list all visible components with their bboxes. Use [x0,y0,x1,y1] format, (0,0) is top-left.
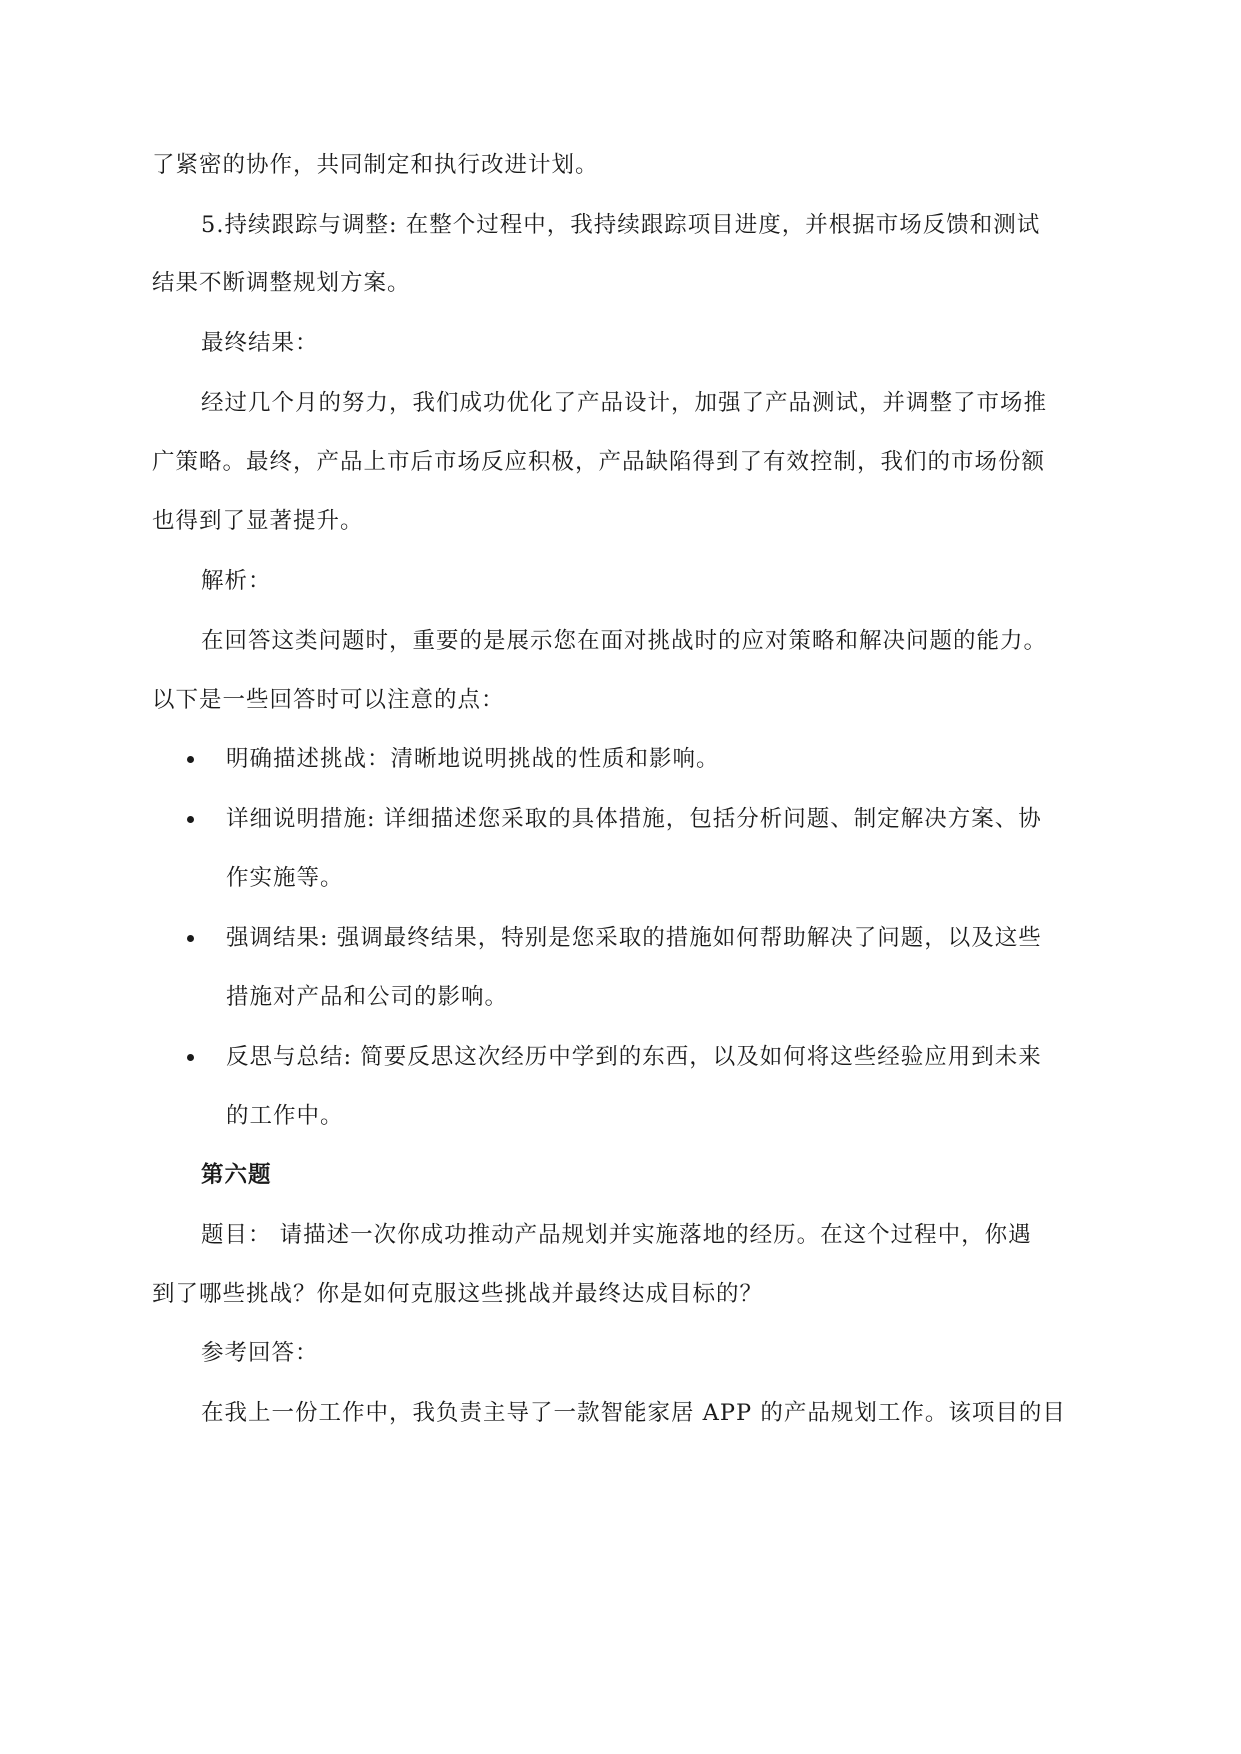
answer-heading: 参考回答： [201,1340,319,1366]
bullet-item: 反思与总结: 简要反思这次经历中学到的东西，以及如何将这些经验应用到未来 [226,1044,1042,1070]
bullet-item: 详细说明措施: 详细描述您采取的具体措施，包括分析问题、制定解决方案、协 [226,806,1042,832]
bullet-item-continuation: 作实施等。 [226,865,344,891]
paragraph-line: 5.持续跟踪与调整: 在整个过程中，我持续跟踪项目进度，并根据市场反馈和测试 [201,212,1041,238]
paragraph-line: 广策略。最终，产品上市后市场反应积极，产品缺陷得到了有效控制，我们的市场份额 [152,449,1046,475]
paragraph-line: 经过几个月的努力，我们成功优化了产品设计，加强了产品测试，并调整了市场推 [201,390,1048,416]
bullet-marker [187,1054,194,1061]
bullet-item-continuation: 的工作中。 [226,1103,344,1129]
paragraph-line: 也得到了显著提升。 [152,508,364,534]
final-result-heading: 最终结果： [201,330,319,356]
question-line: 到了哪些挑战？你是如何克服这些挑战并最终达成目标的？ [152,1281,764,1307]
bullet-item-continuation: 措施对产品和公司的影响。 [226,984,509,1010]
bullet-item: 强调结果: 强调最终结果，特别是您采取的措施如何帮助解决了问题，以及这些 [226,925,1042,951]
bullet-item: 明确描述挑战：清晰地说明挑战的性质和影响。 [226,746,720,772]
section-title: 第六题 [201,1162,272,1188]
bullet-marker [187,756,194,763]
bullet-marker [187,816,194,823]
paragraph-line: 结果不断调整规划方案。 [152,270,411,296]
answer-line: 在我上一份工作中，我负责主导了一款智能家居 APP 的产品规划工作。该项目的目 [201,1400,1066,1426]
paragraph-line: 以下是一些回答时可以注意的点： [152,687,505,713]
paragraph-line: 了紧密的协作，共同制定和执行改进计划。 [152,152,599,178]
bullet-marker [187,935,194,942]
paragraph-line: 在回答这类问题时，重要的是展示您在面对挑战时的应对策略和解决问题的能力。 [201,628,1048,654]
question-line: 题目： 请描述一次你成功推动产品规划并实施落地的经历。在这个过程中，你遇 [201,1222,1032,1248]
analysis-heading: 解析： [201,568,272,594]
